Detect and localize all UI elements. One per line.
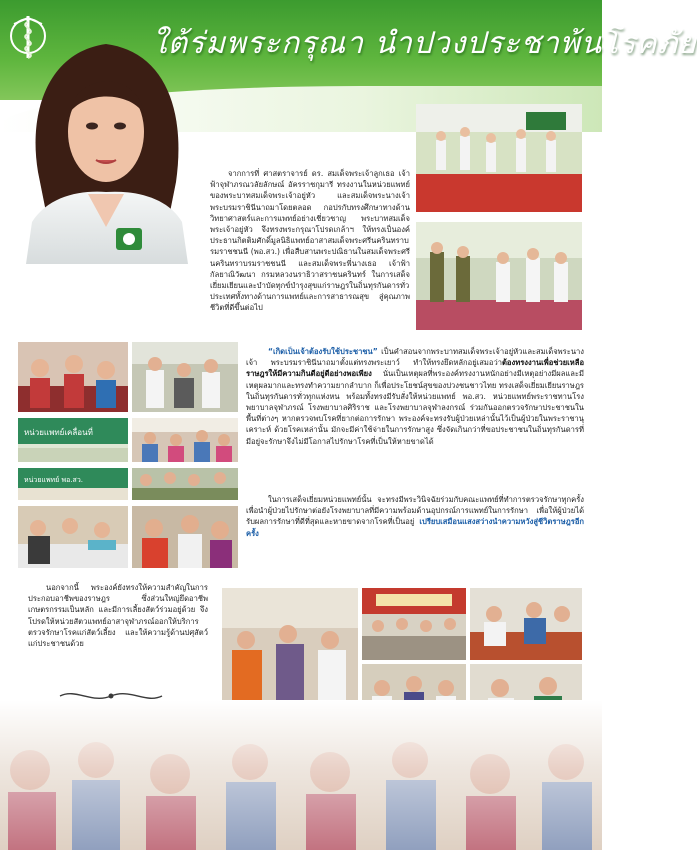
intro-paragraph-part-1 [210,168,410,313]
grid-photo-3 [18,418,128,462]
grid-photo-6 [132,468,238,500]
middle-text-a: เป็นคำสอนจากพระบาทสมเด็จพระเจ้าอยู่หัวและสมเด็จพระนางเจ้า พระบรมราชินีนาถมาตั้งแต่ทรงพระเยาว์ ทำให้ทรงยึดหลักอยู่เสมอว่า [246,347,584,368]
banner-text-2: หน่วยแพทย์ พอ.สว. [24,476,83,484]
intro-text: จากการที่ ศาสตราจารย์ ดร. สมเด็จพระเจ้าลูกเธอ เจ้าฟ้าจุฬาภรณวลัยลักษณ์ อัครราชกุมารี ทรงงานในหน่วยแพทย์ของพระบาทสมเด็จพระเจ้าอยู่หัว และสมเด็จพระนางเจ้าพระบรมราชินีนาถมาโดยตลอด กอปรกับทรงศึกษาทางด้านวิทยาศาสตร์และการแพทย์อย่างเชี่ยวชาญ พระบาทสมเด็จพระเจ้าอยู่หัว จึงทรงพระกรุณาโปรดเกล้าฯ ให้ทรงเป็นองค์ประธานกิตติมศักดิ์มูลนิธิแพทย์อาสาสมเด็จพระศรีนครินทราบรมราชชนนี (พอ.สว.) เพื่อสืบสานพระปณิธานในสมเด็จพระศรีนครินทราบรมราชชนนี และสมเด็จพระพี่นางเธอ เจ้าฟ้ากัลยาณิวัฒนา กรมหลวงนราธิวาสราชนครินทร์ ในการเสด็จเยี่ยมเยียนและบำบัดทุกข์บำรุงสุขแก่ราษฎรในถิ่นทุรกันดารทั่วประเทศทั้งทางด้านการแพทย์และการสาธารณสุข สู่คุณภาพชีวิตที่ดีขึ้นต่อไป [210,169,410,313]
page-title: ใต้ร่มพระกรุณา นำปวงประชาพ้นโรคภัย [152,26,697,61]
lower-photo-2 [362,588,466,660]
grid-photo-1 [18,342,128,412]
lower-paragraph [28,582,208,682]
middle-emphasis: ต้องทรงงานเพื่อช่วยเหลือราษฎรให้มีความกินดีอยู่ดีอย่างพอเพียง [246,358,584,379]
faded-crowd-background [0,700,602,850]
grid-photo-8 [132,506,238,568]
royal-quote: “เกิดเป็นเจ้าต้องรับใช้ประชาชน” [268,347,378,356]
event-photo-2 [416,222,582,330]
grid-photo-4 [132,418,238,462]
event-photo-1 [416,104,582,212]
banner-text-1: หน่วยแพทย์เคลื่อนที่ [24,428,93,437]
middle-text-c: นั่นเป็นเหตุผลที่พระองค์ทรงงานหนักอย่างมีเหตุอย่างมีผลและมีเหตุผลมากและทรงทำความยากลำบาก ก็เพื่อประโยชน์สุขของปวงชนชาวไทย ทรงเสด็จเยี่ยมเยียนราษฎรในถิ่นทุรกันดารทั่วทุกแห่งหน พร้อมทั้งทรงมีรับสั่งให้หน่วยแพทย์ พอ.สว. หน่วยแพทย์พระราชทานโรงพยาบาลจุฬาภรณ์ โรงพยาบาลศิริราช และโรงพยาบาลจุฬาลงกรณ์ ร่วมกันออกตรวจรักษาประชาชนในพื้นที่ต่างๆ หากตรวจพบโรคที่ยากต่อการรักษา พระองค์จะทรงรับผู้ป่วยเหล่านั้นไว้เป็นผู้ป่วยในพระราชานุเคราะห์ ด้วยโรคเหล่านั้น มักจะมีค่าใช้จ่ายในการรักษาสูง ซึ่งจัดเกินกว่าที่ขอประชาชนในถิ่นทุรกันดารที่มีอยู่จะรักษาจึงไม่มีโอกาสไปรักษาโรคที่เป็นให้หายขาดได้ [246,369,584,446]
middle-text-d: ในการเสด็จเยี่ยมหน่วยแพทย์นั้น จะทรงมีพระวินิจฉัยร่วมกับคณะแพทย์ที่ทำการตรวจรักษาทุกครั้ง เพื่อนำผู้ป่วยไปรักษาต่อยังโรงพยาบาลที่มีความพร้อมด้านอุปกรณ์การแพทย์ในการรักษา เพื่อให้ผู้ป่วยได้รับผลการรักษาที่ดีที่สุดและหายขาดจากโรคที่เป็นอยู่ [246,495,584,527]
middle-paragraph-2 [246,494,584,564]
portrait-photo [18,22,193,264]
grid-photo-2 [132,342,238,412]
middle-highlight-end: เปรียบเสมือนแสงสว่างนำความหวังสู่ชีวิตราษฎรอีกครั้ง [246,517,584,538]
lower-text: นอกจากนี้ พระองค์ยังทรงให้ความสำคัญในการประกอบอาชีพของราษฎร ซึ่งส่วนใหญ่ยึดอาชีพเกษตรกรรมเป็นหลัก และมีการเลี้ยงสัตว์ร่วมอยู่ด้วย จึงโปรดให้หน่วยสัตวแพทย์อาสาจุฬาภรณ์ออกให้บริการตรวจรักษาโรคแก่สัตว์เลี้ยง และให้ความรู้ด้านปศุสัตว์แก่ประชาชนด้วย [28,583,208,649]
grid-photo-7 [18,506,128,568]
intro-paragraph-part-2 [18,255,408,325]
grid-photo-5 [18,468,128,500]
lower-photo-3 [470,588,582,660]
